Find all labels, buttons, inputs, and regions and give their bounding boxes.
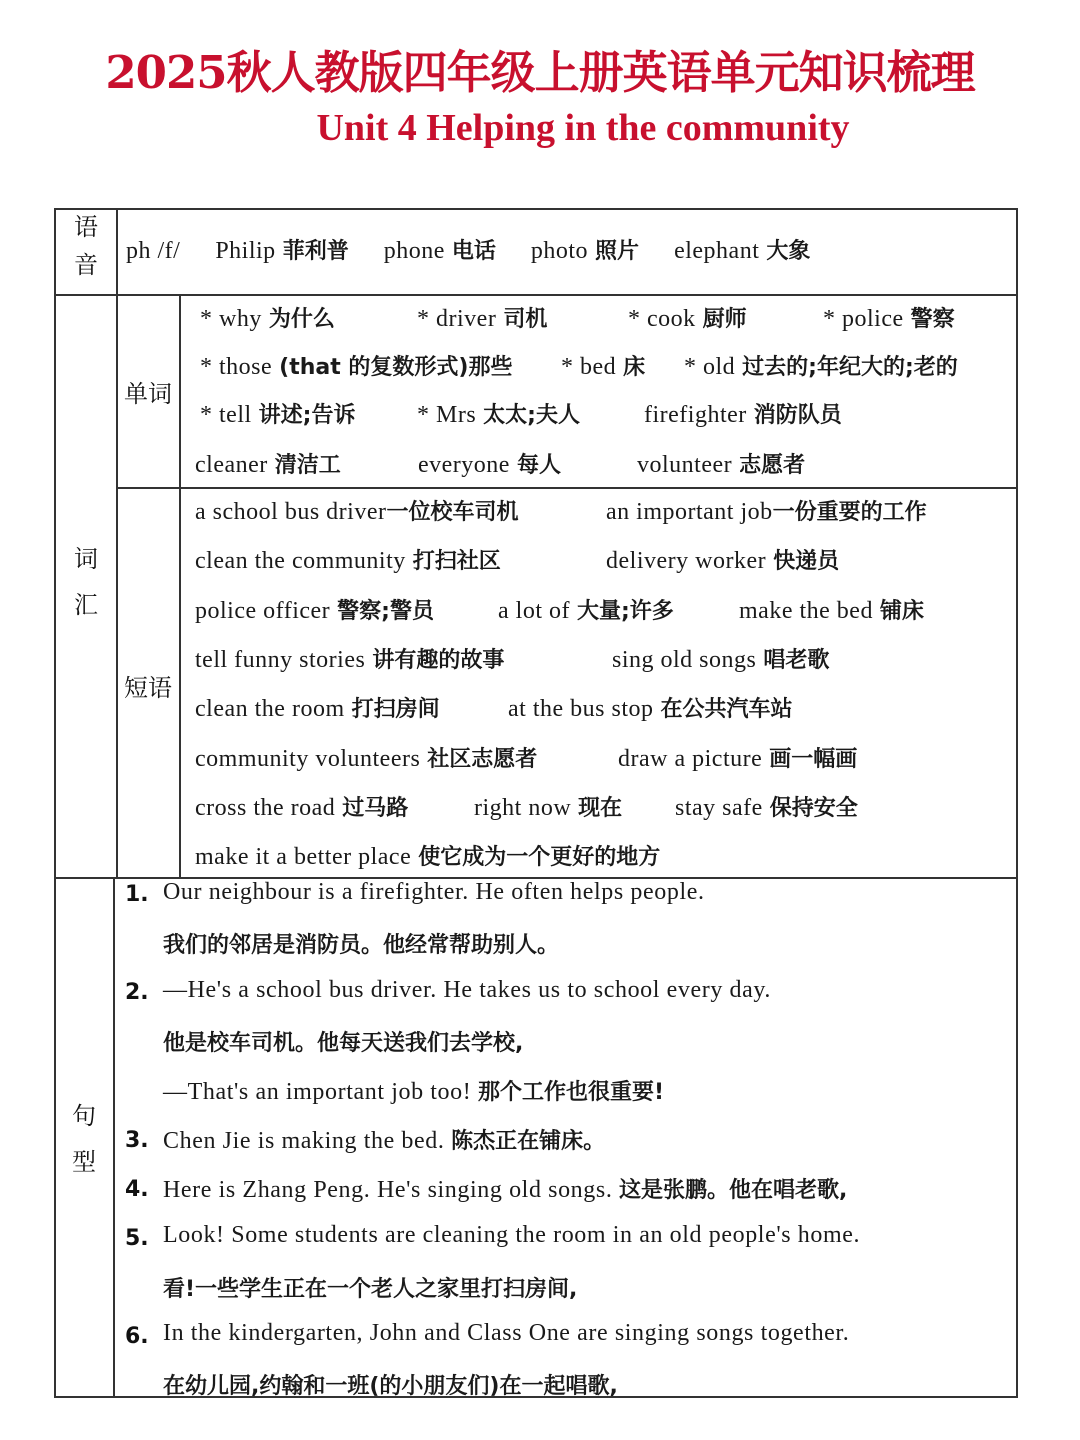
phrase-item: clean the room 打扫房间 bbox=[195, 696, 440, 722]
phrases-row-2 bbox=[195, 544, 839, 575]
category-pronunciation bbox=[56, 214, 116, 279]
phrase-item: stay safe 保持安全 bbox=[675, 795, 858, 821]
phrase-item: a school bus driver一位校车司机 bbox=[195, 499, 519, 525]
phrase-item: make the bed 铺床 bbox=[739, 598, 924, 624]
phrase-item: right now 现在 bbox=[474, 795, 623, 821]
phrase-item: draw a picture 画一幅画 bbox=[618, 746, 858, 772]
phrase-item: cross the road 过马路 bbox=[195, 795, 409, 821]
pronunciation-item: Philip 菲利普 bbox=[215, 238, 349, 264]
sentence-english: Our neighbour is a firefighter. He often helps people. bbox=[163, 879, 705, 905]
word-item: * those (that 的复数形式)那些 bbox=[200, 354, 513, 380]
phrase-item: sing old songs 唱老歌 bbox=[612, 647, 830, 673]
word-item: * tell 讲述;告诉 bbox=[200, 402, 356, 428]
phrase-item: at the bus stop 在公共汽车站 bbox=[508, 696, 793, 722]
word-item: * driver 司机 bbox=[417, 306, 548, 332]
column-divider-category bbox=[116, 208, 118, 878]
pronunciation-item: photo 照片 bbox=[530, 238, 640, 264]
word-item: volunteer 志愿者 bbox=[637, 452, 806, 478]
category-sentences bbox=[54, 1103, 114, 1176]
words-row-1 bbox=[200, 302, 955, 333]
category-sentences-bottom: 型 bbox=[72, 1148, 96, 1177]
sentence-english: Here is Zhang Peng. He's singing old songs. bbox=[163, 1177, 613, 1203]
word-item: * old 过去的;年纪大的;老的 bbox=[684, 354, 958, 380]
sentence-chinese: 这是张鹏。他在唱老歌, bbox=[619, 1178, 848, 1203]
word-item: * bed 床 bbox=[561, 354, 646, 380]
row-divider-pronunciation bbox=[54, 294, 1018, 296]
word-item: * police 警察 bbox=[823, 306, 955, 332]
sentence-number: 2. bbox=[125, 980, 149, 1005]
words-row-2 bbox=[200, 350, 958, 381]
words-row-4 bbox=[195, 448, 805, 479]
column-divider-subcategory bbox=[179, 294, 181, 878]
phrase-item: clean the community 打扫社区 bbox=[195, 548, 501, 574]
unit-subtitle: Unit 4 Helping in the community bbox=[316, 107, 850, 149]
sentence-english: Chen Jie is making the bed. bbox=[163, 1128, 445, 1154]
phrase-item: a lot of 大量;许多 bbox=[498, 598, 674, 624]
category-pronunciation-bottom: 音 bbox=[74, 251, 98, 280]
sentence-reply bbox=[163, 1075, 664, 1106]
sentence-number: 6. bbox=[125, 1324, 149, 1349]
phrases-row-4 bbox=[195, 643, 829, 674]
row-divider-words-phrases bbox=[116, 487, 1018, 489]
word-item: cleaner 清洁工 bbox=[195, 452, 341, 478]
word-item: firefighter 消防队员 bbox=[644, 402, 842, 428]
category-vocabulary-bottom: 汇 bbox=[74, 591, 98, 620]
sentence-english: In the kindergarten, John and Class One are singing songs together. bbox=[163, 1320, 850, 1346]
sentence-line bbox=[163, 1173, 847, 1204]
phrases-row-8 bbox=[195, 840, 660, 871]
phrase-item: delivery worker 快递员 bbox=[606, 548, 840, 574]
word-item: everyone 每人 bbox=[418, 452, 561, 478]
sentence-chinese: 他是校车司机。他每天送我们去学校, bbox=[163, 1031, 524, 1056]
category-vocabulary bbox=[56, 546, 116, 619]
phrases-row-7 bbox=[195, 791, 858, 822]
sentence-chinese: 陈杰正在铺床。 bbox=[451, 1129, 606, 1154]
phrase-item: police officer 警察;警员 bbox=[195, 598, 434, 624]
pronunciation-item: elephant 大象 bbox=[674, 238, 811, 264]
phrase-item: make it a better place 使它成为一个更好的地方 bbox=[195, 844, 661, 870]
sentence-chinese: 那个工作也很重要! bbox=[477, 1080, 664, 1105]
sentence-chinese: 看!一些学生正在一个老人之家里打扫房间, bbox=[163, 1277, 578, 1302]
phrase-item: an important job一份重要的工作 bbox=[606, 499, 927, 525]
phrases-row-5 bbox=[195, 692, 793, 723]
sentence-english: —That's an important job too! bbox=[163, 1079, 472, 1105]
sentence-number: 3. bbox=[125, 1128, 149, 1153]
sentence-chinese: 我们的邻居是消防员。他经常帮助别人。 bbox=[163, 933, 560, 958]
pronunciation-rule: ph /f/ bbox=[126, 238, 181, 264]
sentence-number: 4. bbox=[125, 1177, 149, 1202]
sentence-english: Look! Some students are cleaning the room in an old people's home. bbox=[163, 1222, 861, 1248]
page-title: 2025秋人教版四年级上册英语单元知识梳理 bbox=[105, 46, 975, 99]
phrases-row-6 bbox=[195, 742, 857, 773]
sentence-line bbox=[163, 1124, 605, 1155]
word-item: * why 为什么 bbox=[200, 306, 335, 332]
subcategory-phrases: 短语 bbox=[124, 674, 172, 702]
sentence-chinese: 在幼儿园,约翰和一班(的小朋友们)在一起唱歌, bbox=[163, 1374, 618, 1399]
word-item: * Mrs 太太;夫人 bbox=[417, 402, 580, 428]
sentence-number: 1. bbox=[125, 882, 149, 907]
phrase-item: community volunteers 社区志愿者 bbox=[195, 746, 538, 772]
subcategory-words: 单词 bbox=[124, 380, 172, 408]
category-pronunciation-top: 语 bbox=[74, 213, 98, 241]
phrases-row-3 bbox=[195, 594, 924, 625]
sentence-number: 5. bbox=[125, 1226, 149, 1251]
word-item: * cook 厨师 bbox=[628, 306, 747, 332]
sentence-english: —He's a school bus driver. He takes us to school every day. bbox=[163, 977, 772, 1003]
pronunciation-item: phone 电话 bbox=[383, 238, 496, 264]
pronunciation-line bbox=[126, 234, 810, 265]
phrase-item: tell funny stories 讲有趣的故事 bbox=[195, 647, 505, 673]
words-row-3 bbox=[200, 398, 842, 429]
category-vocabulary-top: 词 bbox=[74, 545, 98, 573]
phrases-row-1 bbox=[195, 495, 927, 526]
category-sentences-top: 句 bbox=[72, 1102, 96, 1130]
